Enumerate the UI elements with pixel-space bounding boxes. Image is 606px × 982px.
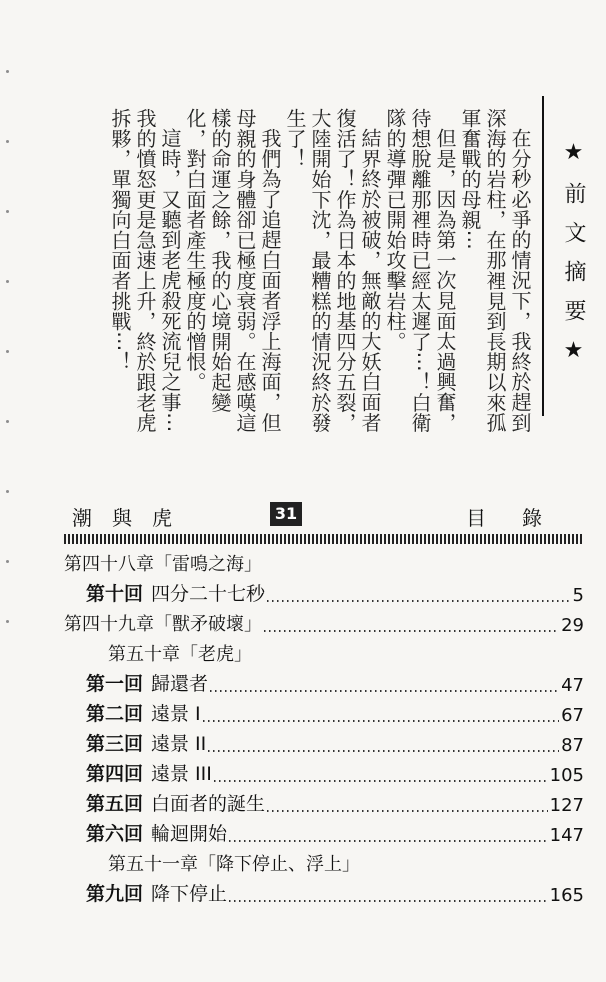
toc-episode-row[interactable] — [64, 788, 584, 818]
binding-hole — [6, 280, 9, 283]
toc-page-number: 87 — [561, 735, 584, 756]
toc-episode-number: 第五回 — [86, 793, 144, 815]
toc-page-number: 147 — [549, 825, 584, 846]
toc-episode-number: 第十回 — [86, 583, 144, 605]
toc-episode-row[interactable] — [64, 878, 584, 908]
volume-badge: 31 — [270, 502, 302, 526]
toc-episode-label — [86, 879, 227, 908]
toc-episode-label — [86, 759, 212, 788]
series-title: 潮與虎 — [72, 506, 192, 530]
toc-episode-number: 第四回 — [86, 763, 144, 785]
toc-episode-row[interactable] — [64, 728, 584, 758]
toc-episode-number: 第六回 — [86, 823, 144, 845]
binding-hole — [6, 350, 9, 353]
toc-chapter-row[interactable] — [64, 608, 584, 638]
toc-episode-label — [86, 579, 265, 608]
summary-text — [100, 108, 532, 444]
toc-episode-row[interactable] — [64, 698, 584, 728]
toc-page-number: 67 — [561, 705, 584, 726]
binding-hole — [6, 620, 9, 623]
binding-hole — [6, 70, 9, 73]
toc-leader-dots — [214, 780, 548, 782]
toc-episode-title: 遠景 III — [151, 763, 212, 785]
contents-heading: 目錄 — [466, 506, 578, 530]
binding-hole — [6, 210, 9, 213]
toc-episode-label — [86, 819, 227, 848]
toc-episode-label — [86, 699, 201, 728]
binding-hole — [6, 490, 9, 493]
toc-chapter-row[interactable] — [64, 638, 584, 668]
toc-chapter-label: 第四十八章「雷鳴之海」 — [64, 554, 262, 575]
toc-episode-title: 白面者的誕生 — [151, 793, 266, 815]
toc-page-number: 165 — [549, 885, 584, 906]
toc-leader-dots — [229, 900, 548, 902]
toc-episode-title: 四分二十七秒 — [151, 583, 266, 605]
toc-episode-row[interactable] — [64, 818, 584, 848]
toc-chapter-row[interactable] — [64, 548, 584, 578]
toc-episode-title: 歸還者 — [151, 673, 209, 695]
toc-header — [68, 500, 578, 530]
binding-hole — [6, 560, 9, 563]
toc-episode-label — [86, 669, 208, 698]
summary-divider — [542, 96, 544, 416]
toc-page-number: 5 — [572, 585, 584, 606]
toc-leader-dots — [267, 810, 548, 812]
toc-episode-number: 第三回 — [86, 733, 144, 755]
toc-chapter-label: 第四十九章「獸矛破壞」 — [64, 614, 262, 635]
toc-episode-number: 第二回 — [86, 703, 144, 725]
toc-leader-dots — [264, 630, 559, 632]
toc-page-number: 29 — [561, 615, 584, 636]
toc-leader-dots — [210, 690, 559, 692]
toc-episode-title: 遠景 I — [151, 703, 201, 725]
toc-leader-dots — [267, 600, 571, 602]
binding-hole — [6, 140, 9, 143]
toc-leader-dots — [208, 750, 559, 752]
toc-episode-title: 降下停止 — [151, 883, 228, 905]
toc-episode-title: 輪迴開始 — [151, 823, 228, 845]
toc-page-number: 47 — [561, 675, 584, 696]
toc-episode-row[interactable] — [64, 578, 584, 608]
toc-page-number: 127 — [549, 795, 584, 816]
toc-episode-title: 遠景 II — [151, 733, 207, 755]
summary-paragraph: 但是，因為第一次見面太過興奮，待想脫離那裡時已經太遲了⋯！白衛隊的導彈已開始攻擊岩柱。 — [383, 108, 457, 433]
toc-leader-dots — [203, 720, 559, 722]
summary-title: ★前文摘要★ — [561, 140, 586, 380]
toc-episode-label — [86, 729, 206, 758]
toc-episode-number: 第一回 — [86, 673, 144, 695]
toc-episode-number: 第九回 — [86, 883, 144, 905]
binding-holes — [6, 70, 16, 630]
summary-paragraph: 在分秒必爭的情況下，我終於趕到深海的岩柱，在那裡見到長期以來孤軍奮戰的母親⋯ — [458, 108, 532, 433]
hatched-divider — [64, 534, 584, 544]
binding-hole — [6, 420, 9, 423]
table-of-contents — [64, 548, 584, 908]
toc-chapter-label: 第五十章「老虎」 — [108, 644, 252, 665]
toc-episode-row[interactable] — [64, 758, 584, 788]
toc-episode-row[interactable] — [64, 668, 584, 698]
toc-page-number: 105 — [549, 765, 584, 786]
toc-chapter-label: 第五十一章「降下停止、浮上」 — [108, 854, 360, 875]
summary-paragraph: 結界終於被破，無敵的大妖白面者復活了！作為日本的地基四分五裂，大陸開始下沈，最糟糕的情況終於發生了！ — [283, 108, 382, 433]
summary-paragraph: 我們為了追趕白面者浮上海面，但母親的身體卻已極度衰弱。在感嘆這樣的命運之餘，我的心境開始起變化，對白面者產生極度的憎恨。 — [183, 108, 282, 433]
toc-leader-dots — [229, 840, 548, 842]
toc-episode-label — [86, 789, 265, 818]
toc-chapter-row[interactable] — [64, 848, 584, 878]
summary-paragraph: 這時，又聽到老虎殺死流兒之事⋯我的憤怒更是急速上升，終於跟老虎拆夥，單獨向白面者挑戰⋯！ — [108, 108, 182, 433]
